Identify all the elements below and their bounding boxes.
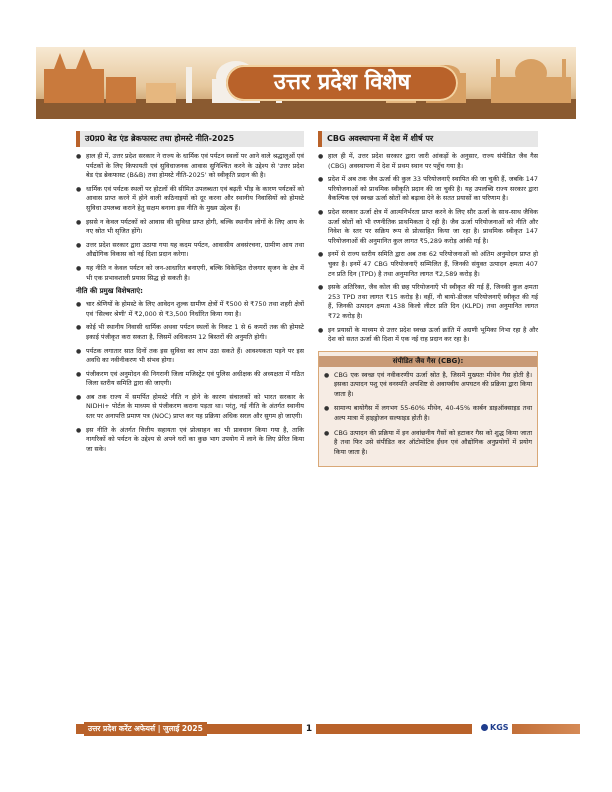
homestay-bullets (76, 152, 304, 283)
list-item: ● हाल ही में, उत्तर प्रदेश सरकार द्वारा जारी आंकड़ों के अनुसार, राज्य संपीडित जैव गैस (CBG) अवस्थापना में देश में प्रथम स्थान पर पहुँच गया है। (318, 152, 538, 171)
section-heading-homestay: उ0प्र0 बेड एंड ब्रेकफास्ट तथा होमस्टे नीति-2025 (76, 131, 304, 147)
list-item: ● कोई भी स्थानीय निवासी धार्मिक अथवा पर्यटन स्थलों के निकट 1 से 6 कमरों तक की होमस्टे इकाई पंजीकृत करा सकता है, जिसमें अधिकतम 12 बिस्तरों की अनुमति होगी। (76, 323, 304, 342)
list-item: ● CBG उत्पादन की प्रक्रिया में इन अवांछनीय गैसों को हटाकर गैस को शुद्ध किया जाता है तथा फिर उसे संपीडित कर ऑटोमोटिव ईंधन एवं औद्योगिक अनुप्रयोगों में प्रयोग किया जाता है। (324, 429, 532, 458)
list-item: ● उत्तर प्रदेश सरकार द्वारा उठाया गया यह कदम पर्यटन, आवासीय अवसंरचना, ग्रामीण आय तथा औद्योगिक विकास को नई दिशा प्रदान करेगा। (76, 241, 304, 260)
list-item: ● सामान्य बायोगैस में लगभग 55-60% मीथेन, 40-45% कार्बन डाइऑक्साइड तथा अल्प मात्रा में हाइड्रोजन सल्फाइड होती है। (324, 404, 532, 423)
list-item: ● प्रदेश सरकार ऊर्जा क्षेत्र में आत्मनिर्भरता प्राप्त करने के लिए सौर ऊर्जा के साथ-साथ जैविक ऊर्जा स्रोतों को भी रणनीतिक प्राथमिकता दे रही है। जैव ऊर्जा परियोजनाओं को नीति और निवेश के स्तर पर सक्रिय रूप से प्रोत्साहित किया जा रहा है। प्राथमिक स्वीकृत 147 परियोजनाओं की अनुमानित कुल लागत ₹5,289 करोड़ आंकी गई है। (318, 208, 538, 246)
list-item: ● यह नीति न केवल पर्यटन को जन-आधारित बनाएगी, बल्कि विकेन्द्रित रोजगार सृजन के क्षेत्र में भी एक प्रभावशाली प्रयास सिद्ध हो सकती है। (76, 264, 304, 283)
list-item: ● चार श्रेणियों के होमस्टे के लिए आवेदन शुल्क ग्रामीण क्षेत्रों में ₹500 से ₹750 तथा शहरी क्षेत्रों एवं 'सिल्वर श्रेणी' में ₹2,000 से ₹3,500 निर्धारित किया गया है। (76, 300, 304, 319)
cbg-info-box (318, 351, 538, 468)
header-banner (36, 47, 576, 119)
left-column (76, 131, 304, 458)
list-item: ● धार्मिक एवं पर्यटक स्थलों पर होटलों की सीमित उपलब्धता एवं बढ़ती भीड़ के कारण पर्यटकों को आवास प्राप्त करने में होने वाली कठिनाइयों को दूर करना और स्थानीय निवासियों को होमस्टे सुविधा उपलब्ध कराने हेतु सक्षम बनाना इस नीति के मुख्य उद्देश्य हैं। (76, 185, 304, 214)
kgs-logo-text: KGS (490, 723, 509, 732)
list-item: ● इसके अतिरिक्त, जैव कोल की छह परियोजनाएँ भी स्वीकृत की गई हैं, जिनकी कुल क्षमता 253 TPD तथा लागत ₹15 करोड़ है। वहीं, नौ बायो-डीजल परियोजनाएँ स्वीकृत की गई हैं, जिनकी उत्पादन क्षमता 438 किलो लीटर प्रति दिन (KLPD) तथा अनुमानित लागत ₹72 करोड़ है। (318, 283, 538, 321)
page-number: 1 (302, 722, 316, 736)
list-item: ● प्रदेश में अब तक जैव ऊर्जा की कुल 33 परियोजनाएँ स्थापित की जा चुकी हैं, जबकि 147 परियोजनाओं को प्राथमिक स्वीकृति प्रदान की जा चुकी है। यह उपलब्धि राज्य सरकार द्वारा वैकल्पिक एवं स्वच्छ ऊर्जा स्रोतों को बढ़ावा देने के सतत प्रयासों का परिणाम है। (318, 175, 538, 204)
right-column (318, 131, 538, 467)
cbg-bullets (318, 152, 538, 345)
list-item: ● पंजीकरण एवं अनुमोदन की निगरानी जिला मजिस्ट्रेट एवं पुलिस अधीक्षक की अध्यक्षता में गठित जिला स्तरीय समिति द्वारा की जाएगी। (76, 370, 304, 389)
cbg-box-title: संपीडित जैव गैस (CBG): (319, 356, 537, 367)
footer-text: उत्तर प्रदेश करेंट अफेयर्स | जुलाई 2025 (84, 722, 207, 736)
list-item: ● इस नीति के अंतर्गत वित्तीय सहायता एवं प्रोत्साहन का भी प्रावधान किया गया है, ताकि नागरिकों को पर्यटन के उद्देश्य से अपने घरों का कुछ भाग उपयोग में लाने के लिए प्रेरित किया जा सके। (76, 426, 304, 455)
list-item: ● अब तक राज्य में समर्पित होमस्टे नीति न होने के कारण संचालकों को भारत सरकार के NIDHI+ पोर्टल के माध्यम से पंजीकरण कराना पड़ता था। परंतु, नई नीति के अंतर्गत स्थानीय स्तर पर अनापत्ति प्रमाण पत्र (NOC) प्राप्त कर यह प्रक्रिया अधिक सरल और सुगम हो जाएगी। (76, 393, 304, 422)
section-heading-cbg: CBG अवस्थापना में देश में शीर्ष पर (318, 131, 538, 147)
list-item: ● हाल ही में, उत्तर प्रदेश सरकार ने राज्य के धार्मिक एवं पर्यटन स्थलों पर आने वाले श्रद्धालुओं एवं पर्यटकों के लिए किफायती एवं सुविधाजनक आवास सुनिश्चित करने के उद्देश्य से 'उत्तर प्रदेश बेड एंड ब्रेकफास्ट (B&B) तथा होमस्टे नीति-2025' को स्वीकृति प्रदान की है। (76, 152, 304, 181)
cbg-box-bullets (324, 371, 532, 458)
list-item: ● इससे न केवल पर्यटकों को आवास की सुविधा प्राप्त होगी, बल्कि स्थानीय लोगों के लिए आय के नए स्रोत भी सृजित होंगे। (76, 218, 304, 237)
features-bullets (76, 300, 304, 454)
page-title: उत्तर प्रदेश विशेष (226, 65, 458, 101)
list-item: ● इनमें से राज्य स्तरीय समिति द्वारा अब तक 62 परियोजनाओं को अंतिम अनुमोदन प्राप्त हो चुका है। इनमें 47 CBG परियोजनाएँ सम्मिलित हैं, जिनकी संयुक्त उत्पादन क्षमता 407 टन प्रति दिन (TPD) है तथा अनुमानित लागत ₹2,589 करोड़ है। (318, 250, 538, 279)
page-footer (76, 722, 576, 734)
list-item: ● पर्यटक लगातार सात दिनों तक इस सुविधा का लाभ उठा सकते हैं। आवश्यकता पड़ने पर इस अवधि का नवीनीकरण भी संभव होगा। (76, 347, 304, 366)
kgs-logo (478, 721, 512, 735)
features-subheading: नीति की प्रमुख विशेषताएं: (76, 287, 143, 296)
list-item: ● CBG एक स्वच्छ एवं नवीकरणीय ऊर्जा स्रोत है, जिसमें मुख्यतः मीथेन गैस होती है। इसका उत्पादन पशु एवं वनस्पति अपशिष्ट से अवायवीय अपघटन की प्रक्रिया द्वारा किया जाता है। (324, 371, 532, 400)
list-item: ● इन प्रयासों के माध्यम से उत्तर प्रदेश स्वच्छ ऊर्जा क्रांति में अग्रणी भूमिका निभा रहा है और देश को सतत ऊर्जा की दिशा में एक नई राह प्रदान कर रहा है। (318, 326, 538, 345)
kgs-logo-icon (481, 724, 488, 731)
